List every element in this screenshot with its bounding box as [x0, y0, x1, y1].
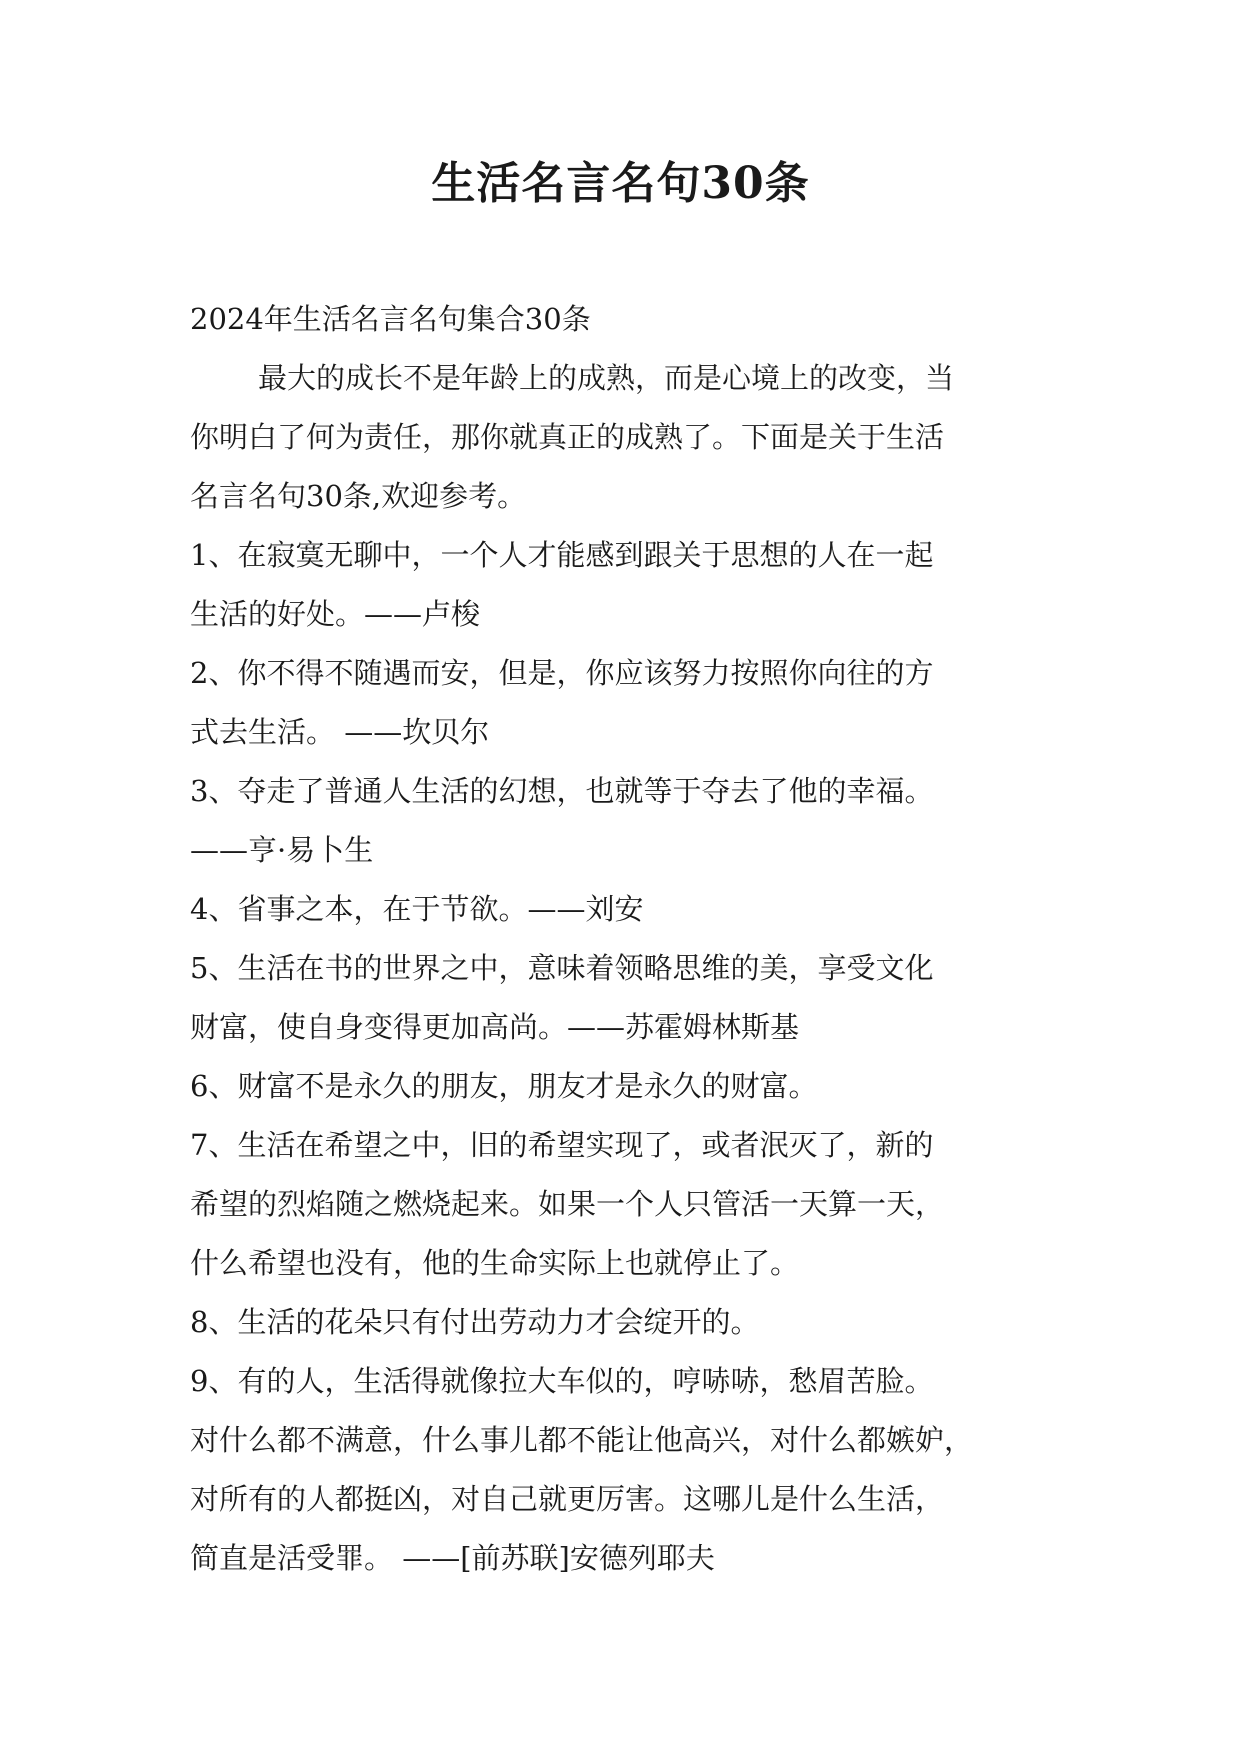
text-line: 2024年生活名言名句集合30条: [190, 302, 591, 336]
text-line: 对什么都不满意，什么事儿都不能让他高兴，对什么都嫉妒，: [190, 1423, 974, 1457]
text-line: 8、生活的花朵只有付出劳动力才会绽开的。: [190, 1305, 760, 1339]
text-line: 对所有的人都挺凶，对自己就更厉害。这哪儿是什么生活，: [190, 1482, 945, 1516]
text-line: 生活的好处。——卢梭: [190, 597, 481, 631]
text-line: 简直是活受罪。 ——[前苏联]安德列耶夫: [190, 1541, 715, 1575]
text-line: 名言名句30条,欢迎参考。: [190, 479, 527, 513]
text-line: 9、有的人，生活得就像拉大车似的，哼哧哧，愁眉苦脸。: [190, 1364, 934, 1398]
text-line: 3、夺走了普通人生活的幻想，也就等于夺去了他的幸福。: [190, 774, 934, 808]
text-line: 式去生活。 ——坎贝尔: [190, 715, 490, 749]
text-line: 1、在寂寞无聊中，一个人才能感到跟关于思想的人在一起: [190, 538, 934, 572]
document-title: 生活名言名句30条: [431, 158, 810, 209]
text-line: 7、生活在希望之中，旧的希望实现了，或者泯灭了，新的: [190, 1128, 934, 1162]
text-line: 希望的烈焰随之燃烧起来。如果一个人只管活一天算一天，: [190, 1187, 945, 1221]
text-line: 什么希望也没有，他的生命实际上也就停止了。: [190, 1246, 800, 1280]
text-line: ——亨·易卜生: [190, 833, 374, 867]
text-line: 财富，使自身变得更加高尚。——苏霍姆林斯基: [190, 1010, 800, 1044]
text-line: 4、省事之本，在于节欲。——刘安: [190, 892, 644, 926]
text-line: 5、生活在书的世界之中，意味着领略思维的美，享受文化: [190, 951, 934, 985]
text-line: 6、财富不是永久的朋友，朋友才是永久的财富。: [190, 1069, 818, 1103]
text-line: 最大的成长不是年龄上的成熟，而是心境上的改变，当: [258, 361, 955, 395]
document-body: [190, 290, 1050, 1588]
text-line: 你明白了何为责任，那你就真正的成熟了。下面是关于生活: [190, 420, 945, 454]
text-line: 2、你不得不随遇而安，但是，你应该努力按照你向往的方: [190, 656, 934, 690]
